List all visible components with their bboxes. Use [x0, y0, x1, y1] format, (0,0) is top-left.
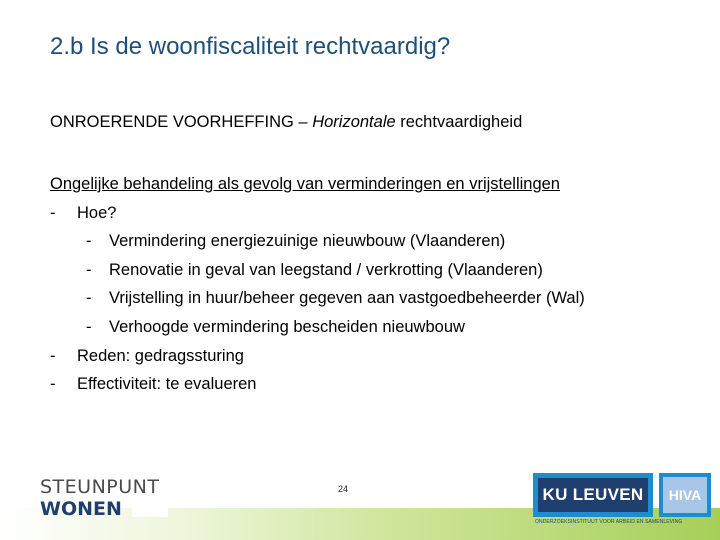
bullet-dash: - [86, 260, 92, 279]
sub-list-item-text: Renovatie in geval van leegstand / verkrotting (Vlaanderen) [109, 260, 543, 279]
list-item [50, 370, 560, 399]
ku-leuven-logo [533, 473, 653, 517]
content-heading [50, 170, 560, 199]
bullet-dash: - [50, 346, 56, 365]
sub-list-item-text: Vermindering energiezuinige nieuwbouw (Vlaanderen) [109, 232, 506, 251]
sub-list-item [50, 256, 560, 285]
slide-subtitle [50, 113, 522, 132]
slide-title: 2.b Is de woonfiscaliteit rechtvaardig? [50, 33, 451, 60]
subtitle-caps: ONROERENDE VOORHEFFING – [50, 113, 313, 131]
logo-tagline: ONDERZOEKSINSTITUUT VOOR ARBEID EN SAMENLEVING [535, 519, 683, 525]
sub-list-item-text: Verhoogde vermindering bescheiden nieuwbouw [109, 317, 465, 336]
hiva-text: HIVA [663, 477, 707, 513]
bullet-dash: - [50, 375, 56, 394]
hiva-logo [659, 473, 711, 517]
bullet-dash: - [50, 203, 56, 222]
list-item-text: Effectiviteit: te evalueren [77, 375, 257, 394]
ku-leuven-hiva-logo [533, 473, 711, 528]
sub-list-item [50, 227, 560, 256]
bullet-dash: - [86, 289, 92, 308]
list-item [50, 342, 560, 371]
list-item [50, 199, 560, 228]
logo-line-2: WONEN [40, 498, 122, 520]
subtitle-rest: rechtvaardigheid [395, 113, 523, 131]
bullet-dash: - [86, 232, 92, 251]
bullet-dash: - [86, 317, 92, 336]
sub-list-item-text: Vrijstelling in huur/beheer gegeven aan vastgoedbeheerder (Wal) [109, 289, 585, 308]
page-number: 24 [338, 484, 349, 494]
sub-list-item [50, 313, 560, 342]
logo-bar [132, 501, 168, 517]
subtitle-italic: Horizontale [312, 113, 396, 131]
list-item-text: Reden: gedragssturing [77, 346, 244, 365]
slide-content [50, 170, 585, 399]
logo-line-1: STEUNPUNT [40, 476, 160, 498]
ku-leuven-text: KU LEUVEN [538, 478, 648, 512]
heading-text: Ongelijke behandeling als gevolg van verminderingen en vrijstellingen [50, 175, 560, 193]
list-item-text: Hoe? [77, 203, 117, 222]
steunpunt-wonen-logo [40, 476, 168, 520]
sub-list-item [50, 284, 585, 313]
